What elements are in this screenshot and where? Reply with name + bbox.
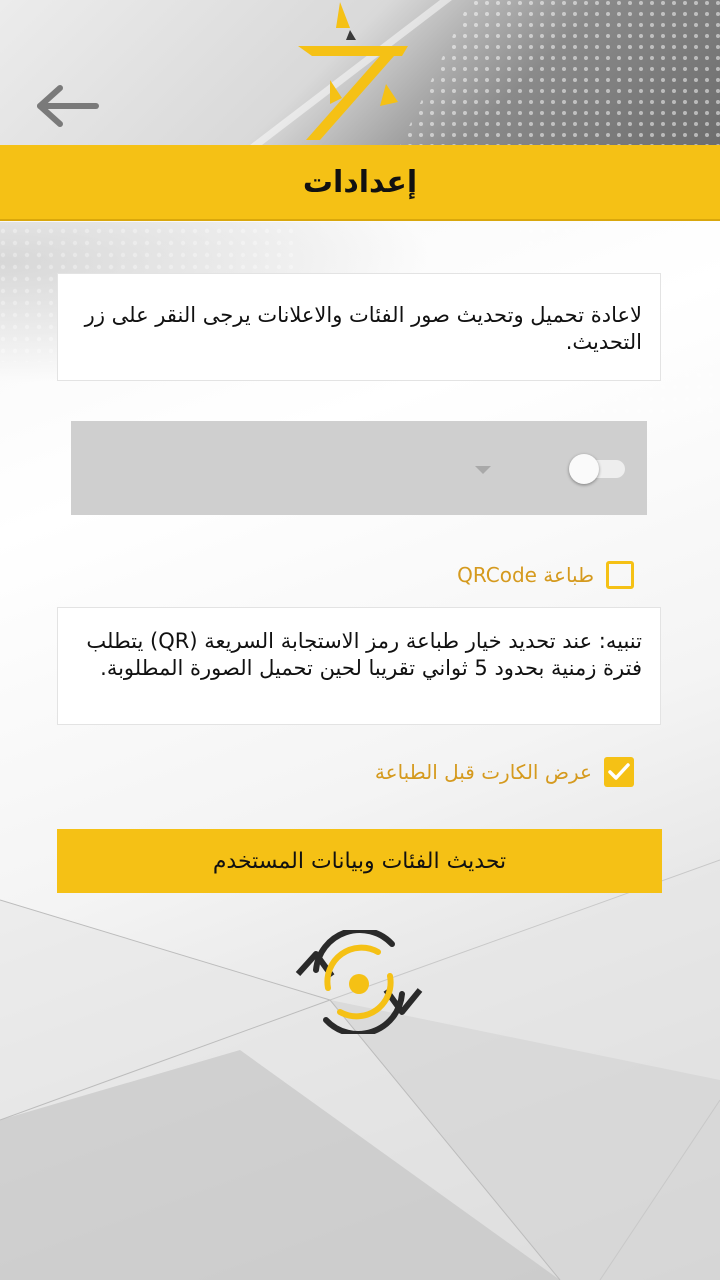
update-categories-button[interactable]: تحديث الفئات وبيانات المستخدم	[57, 829, 662, 893]
back-arrow-icon[interactable]	[36, 84, 100, 128]
show-card-label: عرض الكارت قبل الطباعة	[374, 760, 592, 784]
refresh-info-text: لاعادة تحميل وتحديث صور الفئات والاعلانات يرجى النقر على زر التحديث.	[84, 303, 642, 354]
refresh-info-box	[57, 273, 661, 381]
qr-note-box	[57, 607, 661, 725]
qr-print-option[interactable]	[457, 560, 634, 590]
checkmark-icon	[608, 763, 630, 781]
dropdown-arrow-icon[interactable]	[475, 466, 491, 474]
selector-bar	[71, 421, 647, 515]
title-bar	[0, 145, 720, 221]
qr-note-text: تنبيه: عند تحديد خيار طباعة رمز الاستجابة السريعة (QR) يتطلب فترة زمنية بحدود 5 ثواني تقريبا لحين تحميل الصورة المطلوبة.	[86, 629, 642, 680]
app-header	[0, 0, 720, 145]
refresh-icon[interactable]	[288, 930, 430, 1034]
star-logo-icon	[290, 0, 420, 145]
qr-print-checkbox[interactable]	[606, 561, 634, 589]
qr-print-label: طباعة QRCode	[457, 563, 594, 587]
toggle-switch[interactable]	[569, 453, 627, 483]
show-card-checkbox[interactable]	[604, 757, 634, 787]
page-title: إعدادات	[302, 164, 418, 200]
show-card-option[interactable]	[375, 757, 634, 787]
toggle-knob	[569, 454, 599, 484]
